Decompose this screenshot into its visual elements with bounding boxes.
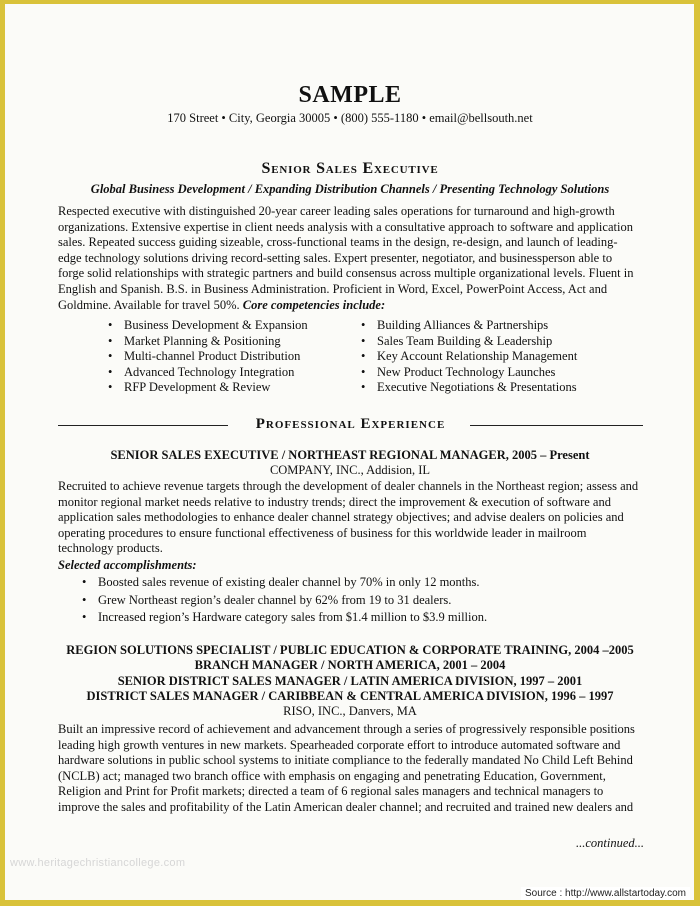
accomplishment-item: • Grew Northeast region’s dealer channel by 62% from 19 to 31 dealers. [82, 592, 487, 610]
accomplishment-item: • Boosted sales revenue of existing dealer channel by 70% in only 12 months. [82, 574, 487, 592]
section-divider [58, 416, 643, 436]
description-line: leading high growth ventures in new markets. Spearheaded corporate effort to introduce automated software and [58, 737, 621, 752]
watermark-text: www.heritagechristiancollege.com [10, 857, 186, 869]
job-heading: BRANCH MANAGER / NORTH AMERICA, 2001 – 2004 [194, 658, 506, 673]
continued-note: ...continued... [575, 836, 644, 850]
competency-item: • Advanced Technology Integration [108, 365, 308, 381]
summary-last-line [58, 298, 643, 314]
competency-item: • Business Development & Expansion [108, 318, 308, 334]
job-heading: SENIOR SALES EXECUTIVE / NORTHEAST REGIONAL MANAGER, 2005 – Present [110, 448, 590, 462]
accomplishments-list [82, 574, 487, 627]
description-line: hardware solutions in public school systems to initiate compliance to the federally mandated No Child Left Behind [58, 753, 633, 768]
description-line: operating procedures to ensure functional effectiveness of business for this worldwide leader in mailroom [58, 525, 587, 540]
resume-subtitle: Global Business Development / Expanding Distribution Channels / Presenting Technology Solutions [90, 182, 610, 196]
competency-item: • Sales Team Building & Leadership [361, 334, 577, 350]
job-heading: REGION SOLUTIONS SPECIALIST / PUBLIC EDUCATION & CORPORATE TRAINING, 2004 –2005 [66, 643, 634, 657]
competencies-left [108, 318, 308, 396]
company-name: COMPANY, INC., Addision, IL [269, 463, 431, 477]
description-line: application sales methodologies to enhance dealer channel strategy objectives; and advise dealers on policies and [58, 510, 624, 525]
section-title: Professional Experience [255, 416, 446, 432]
company-name: RISO, INC., Danvers, MA [283, 704, 417, 718]
job-heading: SENIOR DISTRICT SALES MANAGER / LATIN AMERICA DIVISION, 1997 – 2001 [117, 673, 583, 688]
summary-line: Respected executive with distinguished 20-year career leading sales operations for turnaround and high-growth [58, 204, 615, 218]
description-line: technology products. [58, 541, 163, 556]
summary-line: edge technology solutions driving record-setting sales. Expert presenter, negotiator, and businessperson able to [58, 250, 613, 265]
contact-line: 170 Street • City, Georgia 30005 • (800) 555-1180 • email@bellsouth.net [167, 111, 533, 125]
competency-item: • New Product Technology Launches [361, 365, 577, 381]
resume-title: Senior Sales Executive [261, 160, 439, 177]
competency-item: • Building Alliances & Partnerships [361, 318, 577, 334]
description-line: (NCLB) act; managed two branch office with emphasis on engaging and penetrating Education, Government, [58, 768, 606, 783]
summary-line: sales. Repeated success guiding sizeable, cross-functional teams in the design, re-design, and launch of leading- [58, 235, 618, 250]
job-heading: DISTRICT SALES MANAGER / CARIBBEAN & CENTRAL AMERICA DIVISION, 1996 – 1997 [86, 689, 614, 704]
competency-item: • Key Account Relationship Management [361, 349, 577, 365]
job2-headings [0, 643, 700, 705]
competency-item: • Market Planning & Positioning [108, 334, 308, 350]
description-line: Religion and Print for Profit markets; directed a team of 6 regional sales managers and technical managers to [58, 784, 604, 799]
summary-line: organizations. Extensive expertise in client needs analysis with a consultative approach to software and application [58, 219, 633, 234]
resume-name: SAMPLE [298, 82, 402, 108]
description-line: Recruited to achieve revenue targets through the development of dealer channels in the Northeast region; assess and [58, 479, 639, 493]
core-competencies-label: Core competencies include: [242, 297, 386, 312]
competencies-right [361, 318, 577, 396]
job1-description [58, 479, 643, 557]
accomplishments-label: Selected accomplishments: [58, 558, 197, 572]
summary-line: Goldmine. Available for travel 50%. [58, 297, 240, 312]
summary-paragraph [58, 204, 643, 313]
competency-item: • RFP Development & Review [108, 380, 308, 396]
accomplishment-item: • Increased region’s Hardware category sales from $1.4 million to $3.9 million. [82, 609, 487, 627]
description-line: Built an impressive record of achievement and advancement through a series of progressively responsible positions [58, 722, 635, 736]
source-caption: Source : http://www.allstartoday.com [521, 887, 690, 900]
description-line: improve the sales and profitability of the Latin American dealer channel; and recruited and trained new dealers and [58, 799, 634, 814]
job2-description [58, 722, 643, 816]
summary-line: English and Spanish. B.S. in Business Administration. Proficient in Word, Excel, PowerPoint Access, Act and [58, 281, 608, 296]
competency-item: • Executive Negotiations & Presentations [361, 380, 577, 396]
summary-line: forge solid relationships with strategic partners and build consensus across multiple organizational levels. Fluent in [58, 266, 634, 281]
description-line: monitor regional market needs relative to industry trends; direct the improvement & execution of software and [58, 494, 611, 509]
competency-item: • Multi-channel Product Distribution [108, 349, 308, 365]
